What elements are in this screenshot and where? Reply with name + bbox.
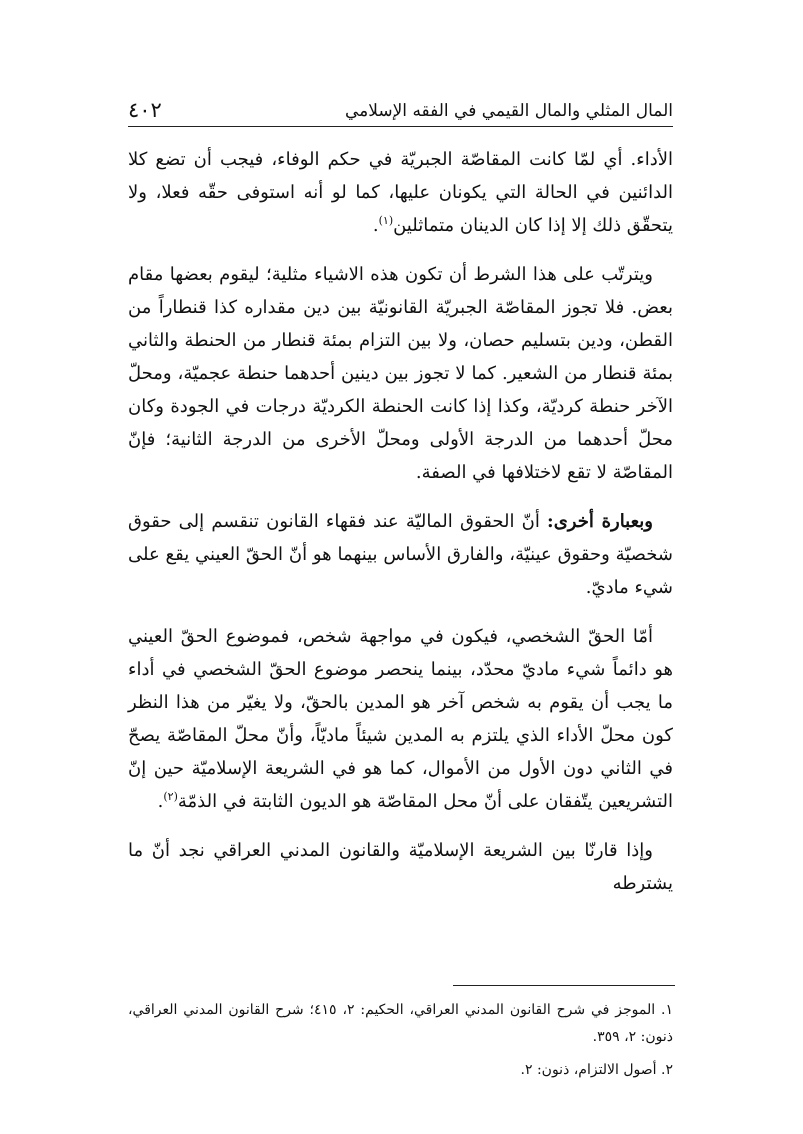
- page-number: ٤٠٢: [128, 98, 162, 122]
- bold-lead-phrase: وبعبارة أخرى:: [547, 511, 653, 532]
- body-text: [128, 143, 673, 916]
- footnote-2: ٢. أصول الالتزام، ذنون: ٢.: [520, 1062, 673, 1078]
- footnote-1: ١. الموجز في شرح القانون المدني العراقي، الحكيم: ٢، ٤١٥؛ شرح القانون المدني العراقي، ذنون: ٢، ٣٥٩.: [128, 1002, 674, 1045]
- page-header: [128, 92, 673, 127]
- footnote-separator: [453, 985, 675, 986]
- paragraph-3: وبعبارة أخرى: أنّ الحقوق الماليّة عند فقهاء القانون تنقسم إلى حقوق شخصيّة وحقوق عينيّة، والفارق الأساس بينهما هو أنّ الحقّ العيني يقع على شيء ماديّ.: [128, 511, 673, 598]
- footnote-ref-1[interactable]: (١): [378, 214, 394, 227]
- footnote-ref-2[interactable]: (٢): [163, 790, 178, 803]
- running-title: المال المثلي والمال القيمي في الفقه الإسلامي: [344, 101, 673, 121]
- paragraph-1: الأداء. أي لمّا كانت المقاصّة الجبريّة في حكم الوفاء، فيجب أن تضع كلا الدائنين في الحالة التي يكونان عليها، كما لو أنه استوفى حقّه فعلا، ولا يتحقّق ذلك إلا إذا كان الدينان متماثلين$^{(١)}$.: [128, 149, 673, 236]
- paragraph-2: ويترتّب على هذا الشرط أن تكون هذه الاشياء مثلية؛ ليقوم بعضها مقام بعض. فلا تجوز المقاصّة الجبريّة القانونيّة بين دين مقداره كذا قنطاراً من القطن، ودين بتسليم حصان، ولا بين التزام بمئة قنطار من الحنطة والثاني بمئة قنطار من الشعير. كما لا تجوز بين دينين أحدهما حنطة عجميّة، ومحلّ الآخر حنطة كرديّة، وكذا إذا كانت الحنطة الكرديّة درجات في الجودة وكان محلّ أحدهما من الدرجة الأولى ومحلّ الأخرى من الدرجة الثانية؛ فإنّ المقاصّة لا تقع لاختلافها في الصفة.: [128, 264, 673, 483]
- paragraph-5: وإذا قارنّا بين الشريعة الإسلاميّة والقانون المدني العراقي نجد أنّ ما يشترطه: [128, 840, 673, 894]
- footnotes: [128, 997, 673, 1090]
- paragraph-4: أمّا الحقّ الشخصي، فيكون في مواجهة شخص، فموضوع الحقّ العيني هو دائماً شيء ماديّ محدّد، بينما ينحصر موضوع الحقّ الشخصي في أداء ما يجب أن يقوم به شخص آخر هو المدين بالحقّ، ولا يغيّر من هذا النظر كون محلّ الأداء الذي يلتزم به المدين شيئاً ماديّاً، وأنّ محلّ المقاصّة يصحّ في الثاني دون الأول من الأموال، كما هو في الشريعة الإسلاميّة حين إنّ التشريعين يتّفقان على أنّ محل المقاصّة هو الديون الثابتة في الذمّة$^{(٢)}$.: [128, 626, 673, 812]
